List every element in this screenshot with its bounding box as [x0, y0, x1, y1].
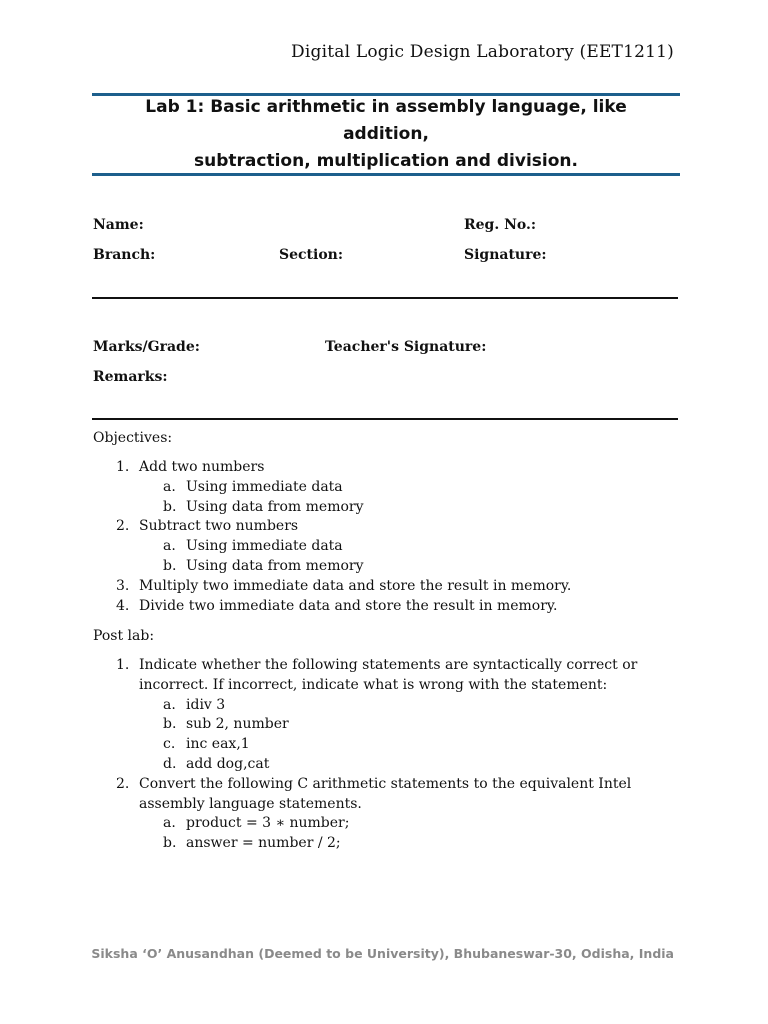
branch-label: Branch: [93, 247, 156, 263]
list-item-text: Subtract two numbers [139, 518, 299, 535]
list-item [93, 517, 673, 576]
list-item-text: Convert the following C arithmetic statements to the equivalent Intel assembly language statements. [139, 775, 632, 812]
sub-list [139, 696, 673, 775]
reg-no-label: Reg. No.: [464, 217, 537, 233]
sub-list [139, 478, 673, 518]
list-number: 4. [116, 597, 130, 614]
divider-2 [92, 418, 678, 420]
list-item-text: Multiply two immediate data and store the result in memory. [139, 577, 572, 594]
sub-list-item [139, 478, 673, 498]
name-label: Name: [93, 217, 144, 233]
lab-title [92, 94, 680, 175]
sub-list-letter: a. [163, 696, 176, 713]
list-number: 1. [116, 657, 130, 673]
sub-list-text: product = 3 ∗ number; [186, 815, 350, 832]
sub-list-item [139, 557, 673, 577]
remarks-label: Remarks: [93, 369, 168, 385]
sub-list-letter: b. [163, 557, 177, 574]
sub-list-text: Using data from memory [186, 557, 364, 574]
sub-list-text: idiv 3 [186, 696, 226, 713]
sub-list-text: Using immediate data [186, 478, 343, 495]
section-label: Section: [279, 247, 344, 263]
sub-list-text: Using data from memory [186, 498, 364, 515]
marks-grade-label: Marks/Grade: [93, 339, 200, 355]
post-lab-heading: Post lab: [93, 628, 155, 644]
sub-list-letter: a. [163, 538, 176, 555]
sub-list-item [139, 498, 673, 518]
signature-label: Signature: [464, 247, 547, 263]
list-number: 3. [116, 577, 130, 594]
list-item-text: Indicate whether the following statements are syntactically correct or incorrect. If incorrect, indicate what is wrong with the statement: [139, 657, 638, 693]
sub-list-letter: c. [163, 736, 176, 753]
lab-title-box [92, 93, 680, 176]
divider-1 [92, 297, 678, 299]
lab-title-line-1: Lab 1: Basic arithmetic in assembly language, like addition, [145, 97, 627, 144]
teacher-signature-label: Teacher's Signature: [325, 339, 487, 355]
sub-list-item [139, 814, 673, 834]
sub-list-item [139, 755, 673, 775]
list-item [93, 597, 673, 617]
sub-list-item [139, 735, 673, 755]
sub-list-item [139, 696, 673, 716]
list-item [93, 656, 673, 775]
sub-list-letter: b. [163, 835, 177, 852]
lab-title-line-2: subtraction, multiplication and division. [194, 151, 578, 171]
list-item [93, 577, 673, 597]
objectives-heading: Objectives: [93, 430, 173, 446]
sub-list-letter: a. [163, 815, 176, 832]
objectives-list [93, 458, 673, 616]
sub-list-text: Using immediate data [186, 538, 343, 555]
list-number: 1. [116, 459, 130, 475]
sub-list-item [139, 834, 673, 854]
sub-list-letter: d. [163, 755, 177, 772]
list-item-text: Add two numbers [139, 459, 265, 475]
sub-list [139, 537, 673, 577]
sub-list-letter: a. [163, 478, 176, 495]
list-number: 2. [116, 518, 130, 535]
sub-list-text: add dog,cat [186, 755, 270, 772]
list-item [93, 775, 673, 854]
sub-list-text: answer = number / 2; [186, 835, 341, 852]
list-item-text: Divide two immediate data and store the result in memory. [139, 597, 558, 614]
sub-list [139, 814, 673, 854]
post-lab-list [93, 656, 673, 854]
list-number: 2. [116, 775, 130, 792]
sub-list-text: inc eax,1 [186, 736, 250, 753]
course-header: Digital Logic Design Laboratory (EET1211) [291, 42, 674, 62]
list-item [93, 458, 673, 517]
sub-list-item [139, 715, 673, 735]
university-footer: Siksha ‘O’ Anusandhan (Deemed to be University), Bhubaneswar-30, Odisha, India [91, 946, 674, 961]
sub-list-letter: b. [163, 498, 177, 515]
sub-list-text: sub 2, number [186, 716, 289, 733]
sub-list-letter: b. [163, 716, 177, 733]
sub-list-item [139, 537, 673, 557]
